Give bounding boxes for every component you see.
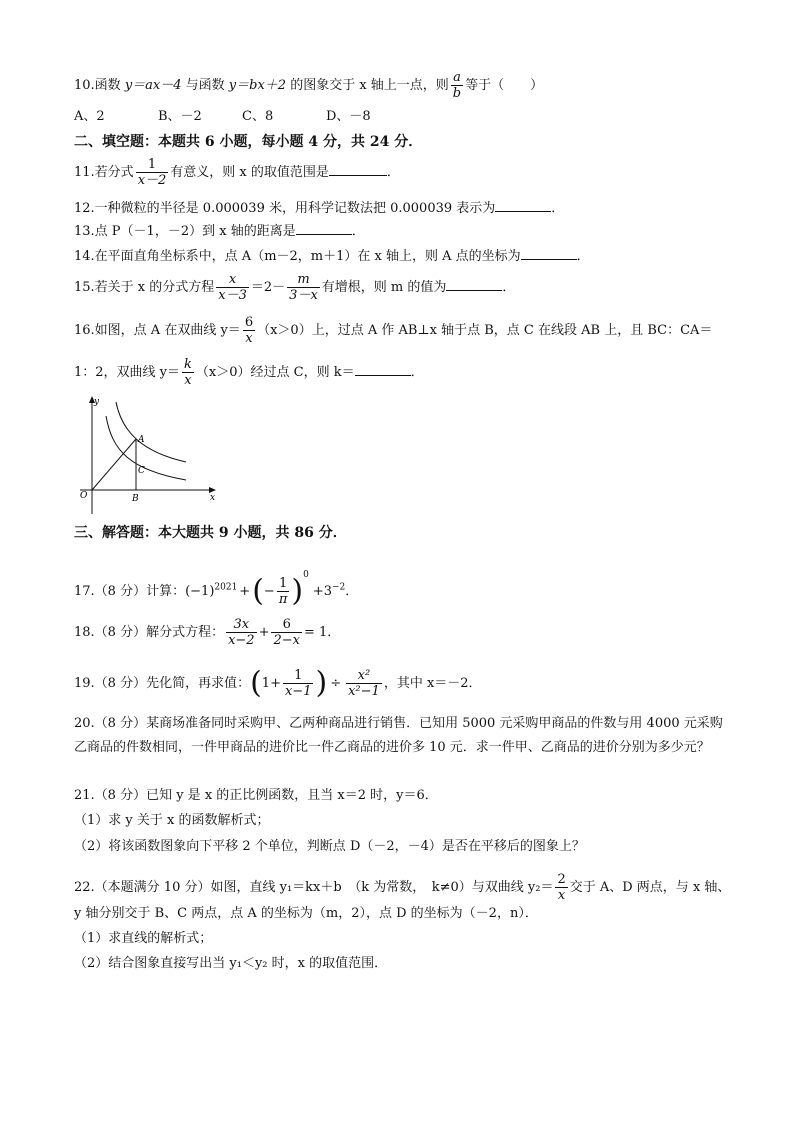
q10-tail: 等于（ ） <box>465 78 544 93</box>
label-o: O <box>80 491 88 501</box>
curve-outer <box>116 402 186 462</box>
question-21: 21.（8 分）已知 y 是 x 的正比例函数，且当 x＝2 时，y＝6． <box>74 788 438 803</box>
question-12: 12.一种微粒的半径是 0.000039 米，用科学记数法把 0.000039 表示为 ． <box>74 201 565 216</box>
label-x: x <box>210 493 216 503</box>
question-22: 22.（本题满分 10 分）如图，直线 y₁＝kx＋b （k 为常数， k≠0）与双曲线 y₂＝ $\frac{2}{x}$ 交于 A、D 两点，与 x 轴、 <box>74 872 731 903</box>
answer-blank[interactable] <box>495 199 551 212</box>
question-16: 16.如图，点 A 在双曲线 y＝ $\frac{6}{x}$ （x＞0）上，过点 A 作 AB⊥x 轴于点 B，点 C 在线段 AB 上，且 BC：CA＝ <box>74 315 713 346</box>
question-16-line2: 1：2，双曲线 y＝ $\frac{k}{x}$ （x＞0）经过点 C，则 k＝ ． <box>74 357 424 388</box>
q10-func2: y＝bx＋2 <box>228 78 287 93</box>
option-d: D、－8 <box>326 109 371 124</box>
question-10 <box>74 70 543 101</box>
answer-blank[interactable] <box>329 163 387 176</box>
option-a: A、2 <box>74 109 105 124</box>
section-2-heading: 二、填空题：本题共 6 小题，每小题 4 分，共 24 分． <box>74 134 423 150</box>
answer-blank[interactable] <box>355 363 411 376</box>
curve-inner <box>106 416 186 480</box>
question-17: 17.（8 分）计算：$(-1)^{2021}$ +(− $\frac{1}{\pi}$ )$^0+3^{-2}$． <box>74 570 359 609</box>
question-14: 14.在平面直角坐标系中，点 A（m－2，m＋1）在 x 轴上，则 A 点的坐标为 ． <box>74 249 590 264</box>
q10-post: 的图象交于 x 轴上一点，则 <box>286 78 449 93</box>
section-3-heading: 三、解答题：本大题共 9 小题，共 86 分． <box>74 525 347 541</box>
answer-blank[interactable] <box>521 247 577 260</box>
question-19: 19.（8 分）先化简，再求值：(1+ $\frac{1}{x-1}$ ) ÷ $\frac{\text{x²}}{\text{x²−1}}$ ，其中 x＝－2． <box>74 665 482 701</box>
label-b: B <box>132 494 139 504</box>
q10-func1: y＝ax－4 <box>124 78 182 93</box>
question-13: 13.点 P（－1，－2）到 x 轴的距离是 ． <box>74 224 365 239</box>
question-20: 20.（8 分）某商场准备同时采购甲、乙两种商品进行销售．已知用 5000 元采购甲商品的件数与用 4000 元采购乙商品的件数相同，一件甲商品的进价比一件乙商品的进价多 10 元．求一件甲、乙商品的进价分别为多少元？ <box>74 716 723 755</box>
q10-options <box>74 108 371 126</box>
option-b: B、－2 <box>158 109 202 124</box>
q10-fraction: $\frac{a}{b}$ <box>452 70 462 101</box>
q10-prefix: 10.函数 <box>74 78 125 93</box>
question-22-part1: （1）求直线的解析式； <box>74 931 213 946</box>
question-18: 18.（8 分）解分式方程： $\frac{3x}{x-2}$ + $\frac{6}{2-x}$ = 1． <box>74 617 341 648</box>
question-21-part1: （1）求 y 关于 x 的函数解析式； <box>74 813 270 828</box>
question-11: 11.若分式 $\frac{1}{x-2}$ 有意义，则 x 的取值范围是 ． <box>74 157 400 188</box>
question-22-part2: （2）结合图象直接写出当 y₁＜y₂ 时，x 的取值范围． <box>74 956 388 971</box>
segment-oa <box>92 439 136 490</box>
hyperbola-figure <box>74 392 224 517</box>
answer-blank[interactable] <box>296 222 352 235</box>
option-c: C、8 <box>242 109 274 124</box>
q10-mid: 与函数 <box>181 78 229 93</box>
question-21-part2: （2）将该函数图象向下平移 2 个单位，判断点 D（－2，－4）是否在平移后的图象上？ <box>74 839 585 854</box>
label-a: A <box>138 435 145 445</box>
question-15: 15.若关于 x 的分式方程 $\frac{x}{x-3}$ ＝2－ $\frac{m}{3-x}$ 有增根，则 m 的值为 ． <box>74 272 516 303</box>
label-y: y <box>94 397 100 407</box>
label-c: C <box>138 466 145 476</box>
answer-blank[interactable] <box>446 278 502 291</box>
q11-fraction: $\frac{1}{x-2}$ <box>137 157 167 188</box>
question-22-line2: y 轴分别交于 B、C 两点，点 A 的坐标为（m，2），点 D 的坐标为（－2，n）． <box>74 906 538 921</box>
